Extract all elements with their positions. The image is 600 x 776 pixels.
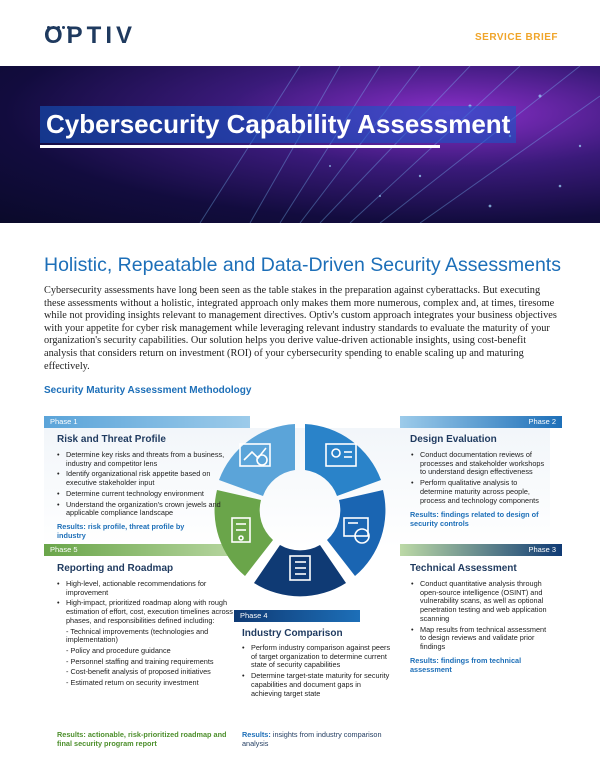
phase-5-sub-item: - Policy and procedure guidance: [66, 645, 171, 655]
phase-4-bullets: [241, 644, 391, 700]
results-text: actionable, risk-prioritized roadmap and final security program report: [57, 730, 227, 748]
phase-5-sub-item: - Cost-benefit analysis of proposed initiatives: [66, 667, 211, 677]
phase-2-bullet: • Perform qualitative analysis to determine maturity across people, process and technology components: [410, 479, 550, 505]
phase-4-title: Industry Comparison: [242, 628, 343, 639]
methodology-wheel: [208, 418, 392, 608]
phase-3-bullets: [410, 580, 550, 654]
phase-4-bullet: • Perform industry comparison against peers of target organization to determine current state of security capabilities: [241, 644, 391, 670]
header: [0, 0, 600, 66]
phase-5-bar: Phase 5: [44, 544, 250, 556]
wheel-segment-phase-2: [305, 424, 381, 496]
doc-type-label: SERVICE BRIEF: [475, 32, 558, 43]
phase-5-bullets: [56, 580, 234, 690]
results-label: Results:: [57, 522, 86, 531]
phase-3-title: Technical Assessment: [410, 563, 517, 574]
phase-5-results: [57, 731, 232, 748]
wheel-segment-phase-4: [254, 545, 346, 596]
phase-1-bullet: • Determine current technology environment: [56, 490, 234, 499]
phase-4-results: [242, 731, 382, 748]
phase-1-results: [57, 523, 207, 540]
phase-3-bullet: • Conduct quantitative analysis through open-source intelligence (OSINT) and vulnerability scans, as well as optional penetration testing and web application scanning: [410, 580, 550, 624]
phase-5-bullet: • High-impact, prioritized roadmap along with rough estimation of effort, cost, execution timelines across phases, and responsibilities defined including:: [56, 599, 234, 625]
phase-3-results: [410, 657, 550, 674]
phase-4-bullet: • Determine target-state maturity for security capabilities and document gaps in achieving target state: [241, 672, 391, 698]
phase-2-bar: Phase 2: [400, 416, 562, 428]
phase-1-bullets: [56, 451, 234, 520]
results-label: Results:: [410, 656, 439, 665]
hero-banner: [0, 66, 600, 223]
phase-4-bar: Phase 4: [234, 610, 360, 622]
results-label: Results:: [410, 510, 439, 519]
phase-5-bullet: • High-level, actionable recommendations for improvement: [56, 580, 234, 597]
phase-1-title: Risk and Threat Profile: [57, 434, 166, 445]
phase-1-bullet: • Determine key risks and threats from a business, industry and competitor lens: [56, 451, 234, 468]
phase-5-title: Reporting and Roadmap: [57, 563, 174, 574]
phase-1-bullet: • Understand the organization's crown jewels and applicable compliance landscape: [56, 501, 234, 518]
phase-3-bullet: • Map results from technical assessment to design reviews and validate prior findings: [410, 626, 550, 652]
phase-2-title: Design Evaluation: [410, 434, 497, 445]
optiv-logo: OPTIV: [44, 22, 137, 49]
phase-1-bar: Phase 1: [44, 416, 250, 428]
results-text: findings from technical assessment: [410, 656, 522, 674]
results-text: risk profile, threat profile by industry: [57, 522, 185, 540]
phase-1-bullet: • Identify organizational risk appetite based on executive stakeholder input: [56, 470, 234, 487]
hero-underline: [40, 145, 440, 148]
results-text: findings related to design of security controls: [410, 510, 539, 528]
phase-5-sub-item: - Technical improvements (technologies and implementation): [66, 626, 209, 645]
results-label: Results:: [242, 730, 271, 739]
intro-paragraph: Cybersecurity assessments have long been seen as the table stakes in the preparation against cyberattacks. But executing these assessments without a holistic, integrated approach only makes them more numerous, complex and, at times, tiresome while not providing insights relevant to management directives. Optiv's custom approach integrates your business objectives with your appetite for cyber risk management while leveraging relevant industry standards to evaluate the maturity of your organization's security capabilities. Our solution helps you derive value-driven actionable insights, using cost-benefit analysis that considers return on investment (ROI) of your cybersecurity spending to enable scaling up and maturing effectively.: [44, 285, 557, 372]
phase-3-bar: Phase 3: [400, 544, 562, 556]
phase-5-sub-item: - Personnel staffing and training requirements: [66, 656, 214, 666]
phase-2-bullet: • Conduct documentation reviews of processes and stakeholder workshops to understand design effectiveness: [410, 451, 550, 477]
phase-5-sub-item: - Estimated return on security investment: [66, 678, 199, 688]
section-subtitle: Holistic, Repeatable and Data-Driven Security Assessments: [44, 254, 561, 276]
methodology-title: Security Maturity Assessment Methodology: [44, 385, 252, 396]
phase-2-results: [410, 511, 550, 528]
results-text: insights from industry comparison analysis: [242, 730, 382, 748]
hero-title: Cybersecurity Capability Assessment: [40, 106, 516, 143]
results-label: Results:: [57, 730, 86, 739]
phase-2-bullets: [410, 451, 550, 507]
